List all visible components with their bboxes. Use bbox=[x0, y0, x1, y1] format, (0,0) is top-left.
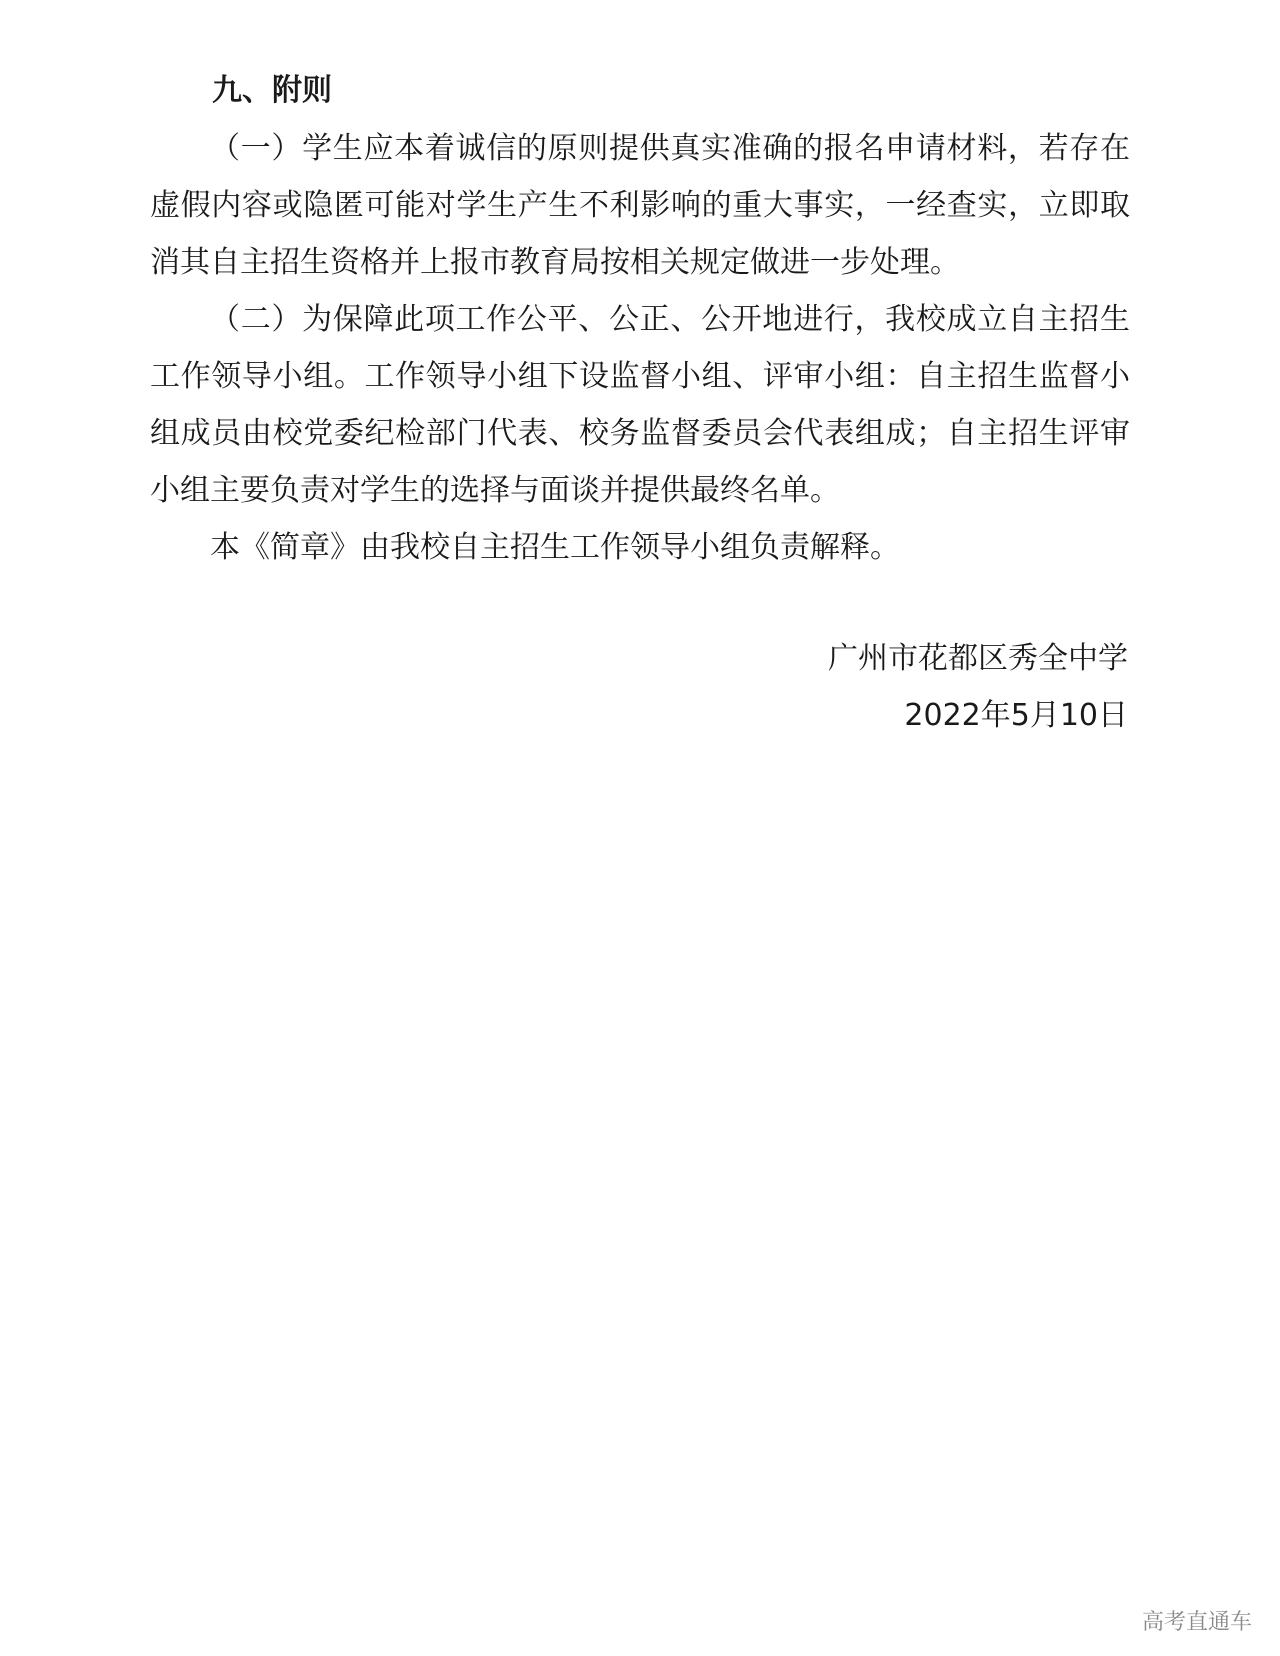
section-heading: 九、附则 bbox=[212, 73, 332, 108]
signature-school: 广州市花都区秀全中学 bbox=[828, 641, 1128, 676]
watermark-text: 高考直通车 bbox=[1141, 1610, 1252, 1635]
paragraph-3: 本《简章》由我校自主招生工作领导小组负责解释。 bbox=[210, 530, 900, 565]
paragraph-1: （一）学生应本着诚信的原则提供真实准确的报名申请材料，若存在虚假内容或隐匿可能对学生产生不利影响的重大事实，一经查实，立即取消其自主招生资格并上报市教育局按相关规定做进一步处理。 bbox=[150, 131, 1130, 280]
signature-block bbox=[828, 630, 1128, 744]
signature-date: 2022年5月10日 bbox=[904, 698, 1128, 733]
body-text bbox=[150, 120, 1130, 576]
paragraph-2: （二）为保障此项工作公平、公正、公开地进行，我校成立自主招生工作领导小组。工作领导小组下设监督小组、评审小组：自主招生监督小组成员由校党委纪检部门代表、校务监督委员会代表组成；自主招生评审小组主要负责对学生的选择与面谈并提供最终名单。 bbox=[150, 302, 1130, 508]
